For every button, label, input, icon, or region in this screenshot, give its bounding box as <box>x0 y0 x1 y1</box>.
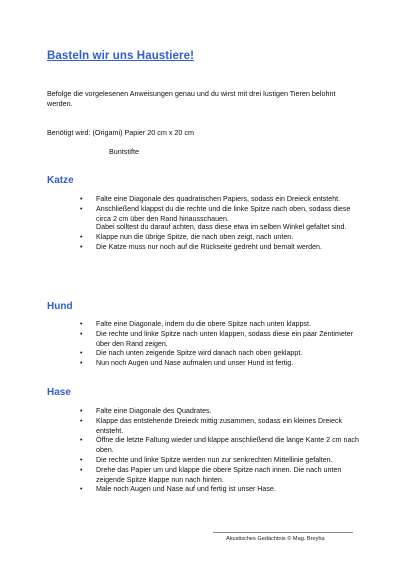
list-item: • Die rechte und linke Spitze werden nun zur senkrechten Mittellinie gefalten. <box>92 456 362 466</box>
section-heading-katze: Katze <box>47 175 74 186</box>
steps-list-katze <box>92 195 362 253</box>
steps-list-hase <box>92 407 362 495</box>
list-item: • Drehe das Papier um und klappe die obere Spitze nach innen. Die nach unten zeigende Spitze klappe nun nach hinten. <box>92 466 362 486</box>
document-title: Basteln wir uns Haustiere! <box>47 50 195 62</box>
list-item-continuation: Dabei solltest du darauf achten, dass diese etwa im selben Winkel gefaltet sind. <box>96 223 347 232</box>
footer-text: Akustisches Gedächtnis © Mag. Breyha <box>226 536 325 542</box>
list-item: • Falte eine Diagonale, indem du die obere Spitze nach unten klappst. <box>92 320 362 330</box>
list-item: • Nun noch Augen und Nase aufmalen und unser Hund ist fertig. <box>92 359 362 369</box>
list-item: • Die Katze muss nur noch auf die Rückseite gedreht und bemalt werden. <box>92 243 362 253</box>
section-heading-hase: Hase <box>47 387 71 398</box>
steps-list-hund <box>92 320 362 369</box>
list-item: • Anschließend klappst du die rechte und die linke Spitze nach oben, sodass diese circa 2 cm über den Rand hinausschauen. <box>92 205 362 225</box>
list-item: • Male noch Augen und Nase auf und fertig ist unser Hase. <box>92 485 362 495</box>
list-item: • Klappe das entstehende Dreieck mittig zusammen, sodass ein kleines Dreieck entsteht. <box>92 417 362 437</box>
materials-line: Benötigt wird: (Origami) Papier 20 cm x 20 cm <box>47 128 194 137</box>
list-item: • Öffne die letzte Faltung wieder und klappe anschließend die lange Kante 2 cm nach oben. <box>92 436 362 456</box>
list-item: • Klappe nun die übrige Spitze, die nach oben zeigt, nach unten. <box>92 233 362 243</box>
list-item: • Falte eine Diagonale des quadratischen Papiers, sodass ein Dreieck entsteht. <box>92 195 362 205</box>
section-heading-hund: Hund <box>47 301 73 312</box>
list-item: • Falte eine Diagonale des Quadrates. <box>92 407 362 417</box>
materials-line-2: Buntstifte <box>109 147 139 156</box>
list-item: • Die nach unten zeigende Spitze wird danach nach oben geklappt. <box>92 349 362 359</box>
footer-divider <box>213 532 353 533</box>
intro-text: Befolge die vorgelesenen Anweisungen genau und du wirst mit drei lustigen Tieren belohnt werden. <box>47 89 336 108</box>
list-item: • Die rechte und linke Spitze nach unten klappen, sodass diese ein paar Zentimeter über den Rand zeigen. <box>92 330 362 350</box>
